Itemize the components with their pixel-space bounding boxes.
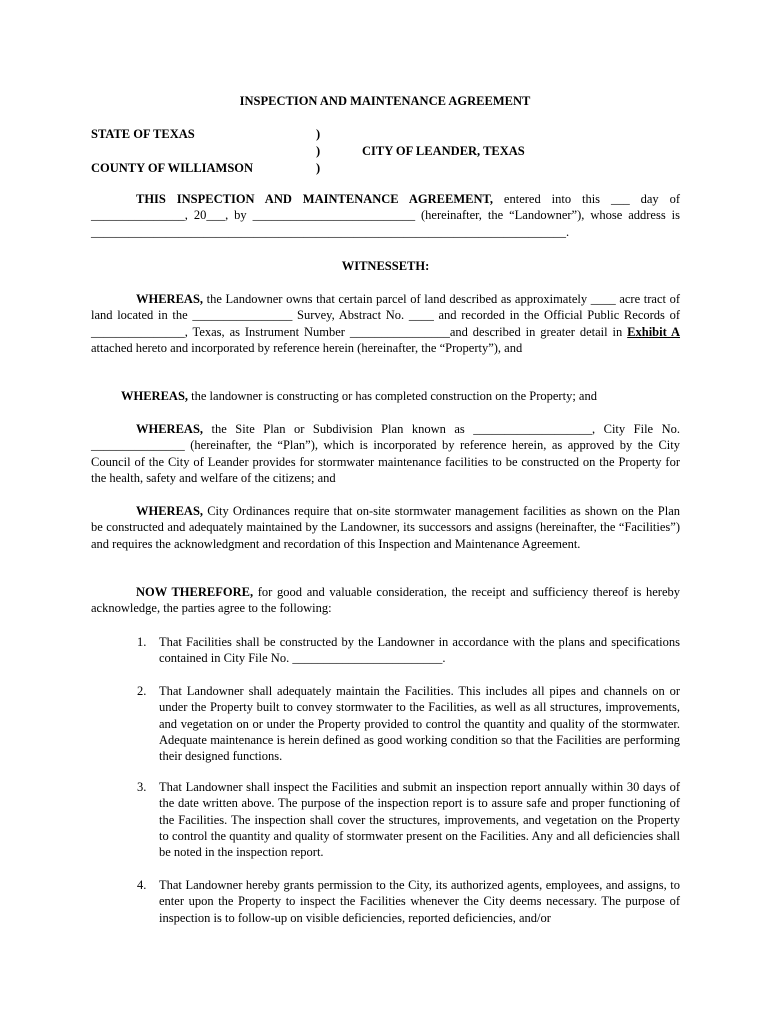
whereas-paragraph-4 — [91, 503, 680, 552]
witnesseth-heading: WITNESSETH: — [341, 259, 430, 273]
whereas-bold: WHEREAS, — [136, 422, 204, 436]
list-item-text: That Landowner hereby grants permission to the City, its authorized agents, employees, and assigns, to enter upon the Property to inspect the Facilities whenever the City deems necessary. The purpose of inspection is to follow-up on visible deficiencies, reported deficiencies, and/or — [159, 878, 680, 925]
intro-bold: THIS INSPECTION AND MAINTENANCE AGREEMENT, — [136, 192, 494, 206]
document-title: INSPECTION AND MAINTENANCE AGREEMENT — [239, 94, 531, 108]
list-item-number: 1. — [137, 635, 147, 649]
intro-paragraph — [91, 191, 680, 240]
list-item-text: That Landowner shall inspect the Facilities and submit an inspection report annually within 30 days of the date written above. The purpose of the inspection report is to assure safe and proper functioning of the Facilities. The inspection shall cover the structures, improvements, and vegetation on the Property to control the quantity and quality of stormwater present on the Facilities. Any and all deficiencies shall be noted in the inspection report. — [159, 780, 680, 860]
whereas-text: City Ordinances require that on-site stormwater management facilities as shown on the Plan be constructed and adequately maintained by the Landowner, its successors and assigns (hereinafter, the “Facilities”) and requires the acknowledgment and recordation of this Inspection and Maintenance Agreement. — [91, 504, 680, 551]
whereas-bold: WHEREAS, — [136, 292, 204, 306]
whereas-bold: WHEREAS, — [121, 389, 189, 403]
paren-3: ) — [316, 161, 321, 175]
whereas-text: the landowner is constructing or has completed construction on the Property; and — [188, 389, 597, 403]
intro-text: entered into this ___ day of _______________, 20___, by __________________________ (hereinafter, the “Landowner”), whose address is ____________________________________________________________________________. — [91, 192, 680, 239]
list-item-text: That Facilities shall be constructed by the Landowner in accordance with the plans and specifications contained in City File No. ________________________. — [159, 635, 680, 666]
whereas-bold: WHEREAS, — [136, 504, 204, 518]
exhibit-a-link: Exhibit A — [627, 324, 681, 339]
list-item-text: That Landowner shall adequately maintain the Facilities. This includes all pipes and channels on or under the Property built to convey stormwater to the Facilities, as well as all structures, improvements, and vegetation on or under the Property provided to control the quantity and quality of the stormwater. Adequate maintenance is herein defined as good working condition so that the Facilities are performing their designed functions. — [159, 684, 680, 764]
now-therefore-bold: NOW THEREFORE, — [136, 585, 254, 599]
paren-1: ) — [316, 127, 321, 141]
list-item-number: 2. — [137, 684, 147, 698]
now-therefore-paragraph — [91, 584, 680, 617]
whereas-paragraph-2 — [121, 388, 680, 404]
whereas-paragraph-1 — [91, 291, 680, 356]
now-therefore-text: for good and valuable consideration, the receipt and sufficiency thereof is hereby acknowledge, the parties agree to the following: — [91, 585, 680, 616]
paren-2: ) — [316, 144, 321, 158]
county-caption: COUNTY OF WILLIAMSON — [91, 161, 254, 175]
city-caption: CITY OF LEANDER, TEXAS — [362, 144, 525, 158]
list-item-number: 3. — [137, 780, 147, 794]
list-item-number: 4. — [137, 878, 147, 892]
whereas-text: attached hereto and incorporated by reference herein (hereinafter, the “Property”), and — [91, 340, 523, 355]
state-caption: STATE OF TEXAS — [91, 127, 195, 141]
whereas-paragraph-3 — [91, 421, 680, 486]
whereas-text: the Site Plan or Subdivision Plan known as ___________________, City File No. _______________ (hereinafter, the “Plan”), which is incorporated by reference herein, as approved by the City Council of the City of Leander provides for stormwater maintenance facilities to be constructed on the Property for the health, safety and welfare of the citizens; and — [91, 422, 680, 485]
whereas-text: the Landowner owns that certain parcel of land described as approximately ____ acre tract of land located in the ________________ Survey, Abstract No. ____ and recorded in the Official Public Records of _______________, Texas, as Instrument Number ________________and described in greater detail in — [91, 292, 680, 339]
